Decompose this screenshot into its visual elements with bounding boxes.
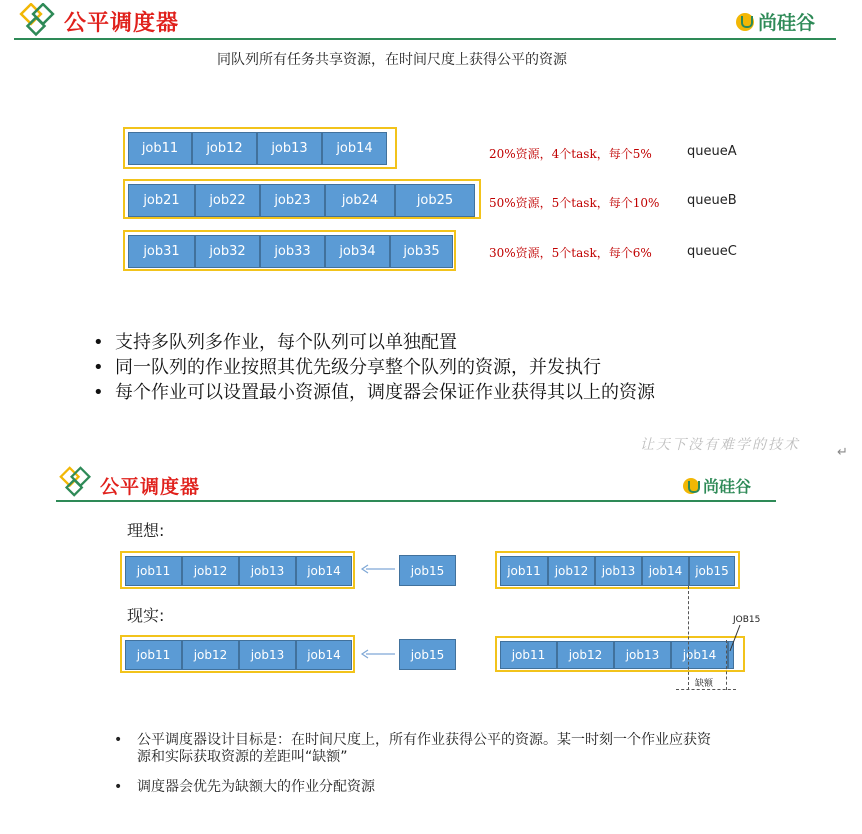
bullet-marker: •	[114, 779, 123, 795]
queue-a-desc: 20%资源，4个task，每个5%	[489, 147, 652, 161]
slide1-bullet-item	[93, 328, 457, 354]
bullet-marker: •	[114, 732, 123, 748]
job-cell: job13	[239, 556, 296, 586]
job-cell: job14	[322, 132, 387, 165]
job-cell: job12	[548, 556, 595, 586]
job-cell: job33	[260, 235, 325, 268]
queue-b-box	[123, 179, 481, 219]
ideal-label: 理想:	[127, 521, 165, 540]
slide2-bullet-item	[114, 732, 724, 766]
deficit-left-dashline	[688, 586, 689, 690]
job-cell: job15	[689, 556, 735, 586]
bullet-marker: •	[93, 382, 104, 403]
job15-callout-line	[728, 624, 742, 652]
ideal-left-box	[120, 551, 355, 589]
job-cell: job12	[182, 640, 239, 670]
job-cell: job23	[260, 184, 325, 217]
slide1-brand-logo	[736, 8, 815, 35]
bullet-marker: •	[93, 332, 104, 353]
queue-c-box	[123, 230, 456, 271]
job-cell: job11	[500, 556, 548, 586]
bullet-text: 公平调度器设计目标是：在时间尺度上，所有作业获得公平的资源。某一时刻一个作业应获资源和实际获取资源的差距叫“缺额”	[137, 732, 711, 765]
job-cell: job14	[642, 556, 689, 586]
slide2-header-rule	[56, 500, 776, 502]
job-cell: job11	[125, 556, 182, 586]
deficit-baseline	[676, 689, 736, 690]
job-cell: job11	[128, 132, 192, 165]
logo-diamond-icon	[58, 466, 94, 500]
bullet-text: 支持多队列多作业，每个队列可以单独配置	[115, 332, 457, 353]
job-cell: job35	[390, 235, 453, 268]
job-cell: job21	[128, 184, 195, 217]
job-cell: job13	[595, 556, 642, 586]
job-cell: job12	[192, 132, 257, 165]
reality-new-job: job15	[399, 639, 456, 670]
job-cell: job22	[195, 184, 260, 217]
return-symbol: ↵	[837, 445, 848, 460]
bullet-text: 同一队列的作业按照其优先级分享整个队列的资源，并发执行	[115, 357, 601, 378]
job-cell: job14	[296, 556, 352, 586]
job-cell: job12	[182, 556, 239, 586]
ideal-right-box	[495, 551, 740, 589]
slide2-bullet-item	[114, 779, 724, 796]
job-cell: job13	[257, 132, 322, 165]
job-cell: job13	[239, 640, 296, 670]
arrow-left-icon	[360, 648, 396, 660]
job-cell: job24	[325, 184, 395, 217]
bullet-text: 调度器会优先为缺额大的作业分配资源	[137, 779, 375, 795]
bullet-marker: •	[93, 357, 104, 378]
deficit-label: 缺额	[695, 679, 714, 689]
job-cell: job25	[395, 184, 475, 217]
job-cell: job11	[500, 641, 557, 669]
arrow-left-icon	[360, 563, 396, 575]
queue-b-name: queueB	[687, 193, 737, 208]
bullet-text: 每个作业可以设置最小资源值，调度器会保证作业获得其以上的资源	[115, 382, 655, 403]
job-cell: job31	[128, 235, 195, 268]
slide1-bullet-item	[93, 353, 601, 379]
queue-a-name: queueA	[687, 144, 737, 159]
slide1-brand-text: 尚硅谷	[758, 12, 816, 34]
slide2-brand-logo	[683, 474, 751, 497]
job-cell: job11	[125, 640, 182, 670]
job-cell: job14	[671, 641, 728, 669]
deficit-right-dashline	[726, 640, 727, 690]
reality-label: 现实:	[127, 606, 165, 625]
slide2-title: 公平调度器	[100, 476, 201, 498]
job-cell: job14	[296, 640, 352, 670]
slide1-subtitle: 同队列所有任务共享资源，在时间尺度上获得公平的资源	[217, 52, 567, 68]
reality-left-box	[120, 635, 355, 673]
brand-logo-icon	[683, 478, 699, 494]
slide2-brand-text: 尚硅谷	[703, 477, 752, 496]
queue-c-name: queueC	[687, 244, 737, 259]
logo-diamond-icon	[18, 3, 58, 39]
job15-tag: JOB15	[733, 615, 761, 625]
slide1-header-rule	[14, 38, 836, 40]
queue-c-desc: 30%资源，5个task，每个6%	[489, 246, 652, 260]
job-cell: job34	[325, 235, 390, 268]
queue-a-box	[123, 127, 397, 169]
slide1-title: 公平调度器	[64, 11, 180, 36]
job-cell: job12	[557, 641, 614, 669]
job-cell: job32	[195, 235, 260, 268]
job-cell: job13	[614, 641, 671, 669]
ideal-new-job: job15	[399, 555, 456, 586]
queue-b-desc: 50%资源，5个task，每个10%	[489, 196, 660, 210]
slide1-signature: 让天下没有难学的技术	[640, 437, 800, 453]
reality-right-box	[495, 636, 745, 672]
slide1-bullet-item	[93, 378, 655, 404]
brand-logo-icon	[736, 13, 754, 31]
